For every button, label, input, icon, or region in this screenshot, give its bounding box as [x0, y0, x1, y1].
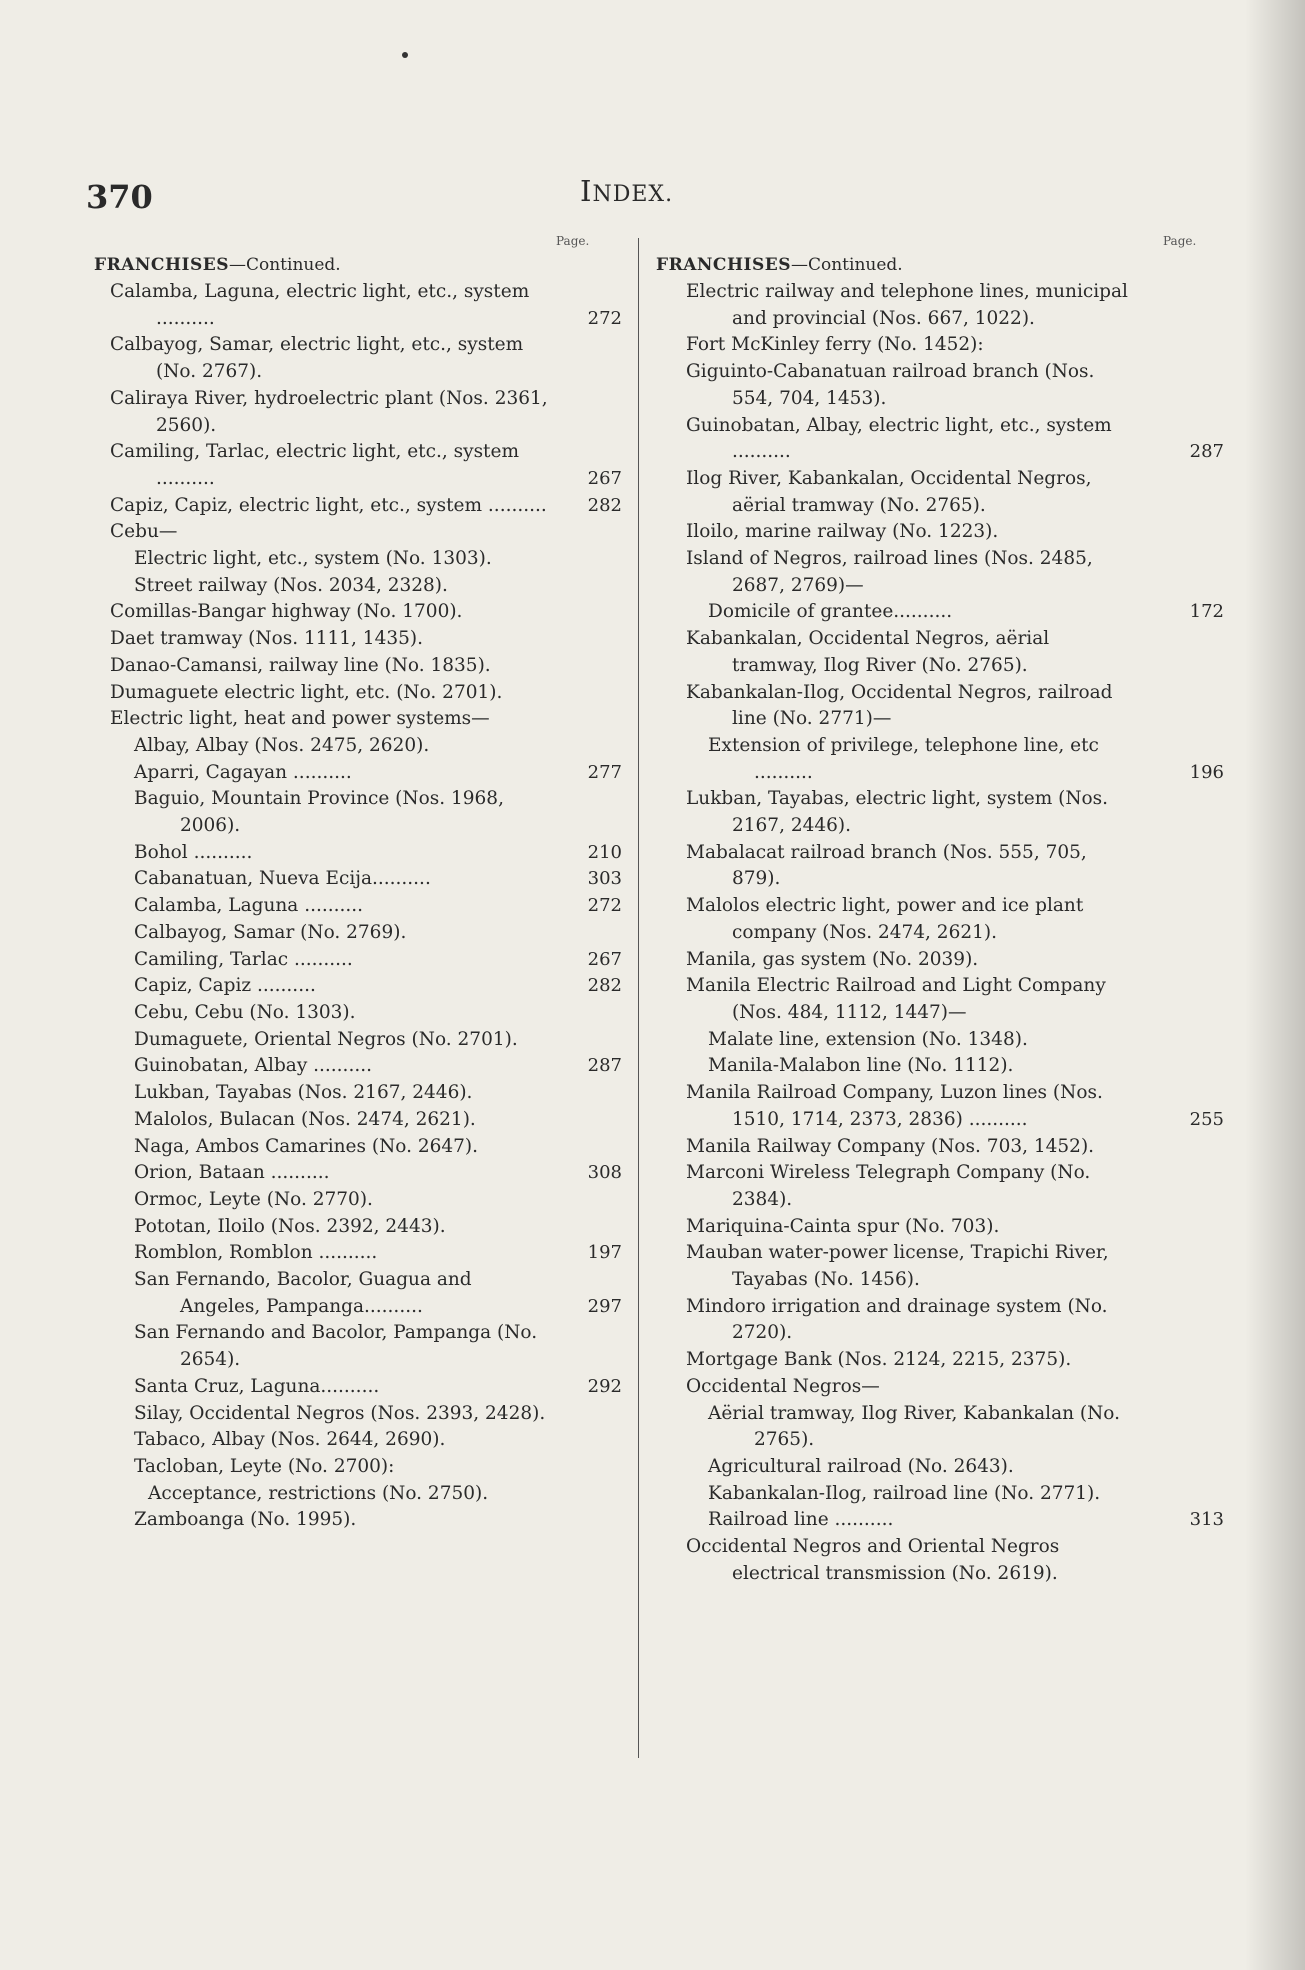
entry-text: Calamba, Laguna, electric light, etc., system .......... [110, 281, 530, 329]
entry-page-number: 313 [1189, 1509, 1224, 1531]
entry-text: Romblon, Romblon .......... [134, 1242, 378, 1264]
index-entry [656, 1214, 1224, 1241]
index-entry [94, 546, 622, 573]
index-entry [94, 519, 622, 546]
index-entry [94, 1107, 622, 1134]
index-entry [94, 439, 622, 492]
index-entry [656, 1481, 1224, 1508]
entry-text: Danao-Camansi, railway line (No. 1835). [110, 654, 491, 676]
entry-text: Daet tramway (Nos. 1111, 1435). [110, 628, 423, 650]
entry-text: Iloilo, marine railway (No. 1223). [686, 521, 999, 543]
index-entry [656, 1160, 1224, 1213]
index-entry [94, 386, 622, 439]
index-entry [656, 599, 1224, 626]
entry-page-number: 287 [1189, 441, 1224, 463]
entry-page-number: 210 [587, 841, 622, 863]
entry-text: Malolos electric light, power and ice plant company (Nos. 2474, 2621). [686, 895, 1084, 943]
index-entry [656, 1454, 1224, 1481]
entry-text: Giguinto-Cabanatuan railroad branch (Nos. 554, 704, 1453). [686, 361, 1095, 409]
entry-text: Kabankalan-Ilog, Occidental Negros, railroad line (No. 2771)— [686, 681, 1113, 730]
column-divider [638, 238, 639, 1758]
entry-page-number: 287 [587, 1055, 622, 1077]
entry-text: Manila Railway Company (Nos. 703, 1452). [686, 1135, 1095, 1157]
index-entry [656, 840, 1224, 893]
entry-text: Aërial tramway, Ilog River, Kabankalan (No. 2765). [708, 1402, 1120, 1451]
heading-continued: —Continued. [228, 255, 341, 275]
entry-text: Camiling, Tarlac .......... [134, 948, 353, 970]
entry-text: Occidental Negros— [686, 1375, 880, 1397]
index-entry [94, 947, 622, 974]
entry-text: Street railway (Nos. 2034, 2328). [134, 574, 448, 596]
entry-text: Orion, Bataan .......... [134, 1162, 330, 1184]
binding-shadow [1245, 0, 1305, 1970]
index-entry [656, 1374, 1224, 1401]
entry-page-number: 277 [587, 761, 622, 783]
entry-text: Cebu— [110, 521, 178, 543]
index-entry [94, 1240, 622, 1267]
entry-text: Silay, Occidental Negros (Nos. 2393, 2428). [134, 1402, 546, 1424]
entry-text: Aparri, Cagayan .......... [134, 761, 352, 783]
index-entry [656, 546, 1224, 599]
entry-text: Malolos, Bulacan (Nos. 2474, 2621). [134, 1108, 476, 1130]
index-entry [656, 626, 1224, 679]
index-entry [94, 733, 622, 760]
entry-page-number: 297 [587, 1295, 622, 1317]
entry-text: Albay, Albay (Nos. 2475, 2620). [134, 734, 430, 756]
running-head-rest: NDEX. [592, 182, 674, 207]
index-entry [94, 1481, 622, 1508]
index-entry [94, 1454, 622, 1481]
entry-text: Manila Electric Railroad and Light Company (Nos. 484, 1112, 1447)— [686, 975, 1106, 1023]
entry-text: Kabankalan-Ilog, railroad line (No. 2771). [708, 1482, 1101, 1504]
entry-text: Guinobatan, Albay, electric light, etc., system .......... [686, 414, 1112, 463]
entry-text: Domicile of grantee.......... [708, 601, 953, 623]
index-entry [94, 1214, 622, 1241]
index-entry [94, 1427, 622, 1454]
entry-text: Electric railway and telephone lines, municipal and provincial (Nos. 667, 1022). [686, 281, 1128, 329]
entry-text: Extension of privilege, telephone line, etc .......... [708, 734, 1099, 783]
entry-text: Dumaguete electric light, etc. (No. 2701). [110, 681, 503, 703]
page-col-header-right: Page. [1163, 234, 1197, 248]
entry-text: Manila Railroad Company, Luzon lines (Nos. 1510, 1714, 2373, 2836) .......... [686, 1082, 1103, 1130]
index-entry [656, 1240, 1224, 1293]
heading-main: FRANCHISES [94, 255, 229, 275]
index-entry [656, 413, 1224, 466]
index-entry [656, 466, 1224, 519]
index-entry [656, 1347, 1224, 1374]
entry-page-number: 267 [587, 467, 622, 489]
entry-text: Capiz, Capiz .......... [134, 975, 316, 997]
index-entry [94, 680, 622, 707]
entry-text: Pototan, Iloilo (Nos. 2392, 2443). [134, 1215, 446, 1237]
index-entry [94, 1374, 622, 1401]
index-entry [656, 1134, 1224, 1161]
index-entry [94, 599, 622, 626]
index-entry [94, 893, 622, 920]
index-entry [656, 332, 1224, 359]
index-entry [656, 733, 1224, 786]
index-entry [94, 840, 622, 867]
entry-text: Dumaguete, Oriental Negros (No. 2701). [134, 1028, 518, 1050]
page-col-header-left: Page. [556, 234, 590, 248]
entry-text: Acceptance, restrictions (No. 2750). [148, 1482, 489, 1504]
entry-text: Calbayog, Samar, electric light, etc., system (No. 2767). [110, 334, 524, 383]
entry-text: Marconi Wireless Telegraph Company (No. 2384). [686, 1162, 1091, 1210]
entry-text: Santa Cruz, Laguna.......... [134, 1375, 380, 1397]
entry-page-number: 272 [587, 307, 622, 329]
entry-text: Capiz, Capiz, electric light, etc., system .......... [110, 494, 547, 516]
index-entry [94, 1187, 622, 1214]
index-entry [94, 1053, 622, 1080]
index-entry [94, 332, 622, 385]
entry-text: Baguio, Mountain Province (Nos. 1968, 2006). [134, 788, 504, 837]
entry-page-number: 196 [1189, 761, 1224, 783]
entry-text: Agricultural railroad (No. 2643). [708, 1455, 1014, 1477]
entry-text: Occidental Negros and Oriental Negros electrical transmission (No. 2619). [686, 1536, 1060, 1584]
entry-text: Mauban water-power license, Trapichi River, Tayabas (No. 1456). [686, 1242, 1109, 1291]
index-entry [94, 626, 622, 653]
index-entry [94, 1160, 622, 1187]
index-entry [94, 1401, 622, 1428]
entry-text: Malate line, extension (No. 1348). [708, 1028, 1028, 1050]
index-entry [94, 1267, 622, 1320]
entry-page-number: 292 [587, 1375, 622, 1397]
entry-text: Calbayog, Samar (No. 2769). [134, 921, 407, 943]
entry-text: Mortgage Bank (Nos. 2124, 2215, 2375). [686, 1349, 1072, 1371]
heading-continued: —Continued. [790, 255, 903, 275]
entry-text: Mabalacat railroad branch (Nos. 555, 705, 879). [686, 841, 1087, 890]
entry-text: Caliraya River, hydroelectric plant (Nos. 2361, 2560). [110, 387, 548, 436]
index-entry [656, 973, 1224, 1026]
entry-page-number: 172 [1189, 601, 1224, 623]
index-entry [656, 1294, 1224, 1347]
index-entry [656, 893, 1224, 946]
index-entry [94, 1134, 622, 1161]
entry-text: Naga, Ambos Camarines (No. 2647). [134, 1135, 479, 1157]
entry-text: San Fernando, Bacolor, Guagua and Angeles, Pampanga.......... [134, 1269, 472, 1317]
index-entry [94, 279, 622, 332]
entry-text: Bohol .......... [134, 841, 253, 863]
index-entry [94, 1000, 622, 1027]
entry-text: Comillas-Bangar highway (No. 1700). [110, 601, 463, 623]
entry-page-number: 267 [587, 948, 622, 970]
index-entry [94, 973, 622, 1000]
entry-page-number: 255 [1189, 1108, 1224, 1130]
index-entry [94, 866, 622, 893]
index-entry [94, 573, 622, 600]
entry-text: Guinobatan, Albay .......... [134, 1055, 372, 1077]
entry-text: Island of Negros, railroad lines (Nos. 2485, 2687, 2769)— [686, 548, 1093, 596]
entry-text: Lukban, Tayabas, electric light, system (Nos. 2167, 2446). [686, 788, 1109, 837]
entry-text: Mindoro irrigation and drainage system (No. 2720). [686, 1295, 1108, 1344]
entry-text: Electric light, etc., system (No. 1303). [134, 548, 492, 570]
entry-text: Ilog River, Kabankalan, Occidental Negros, aërial tramway (No. 2765). [686, 467, 1092, 516]
entry-text: Ormoc, Leyte (No. 2770). [134, 1188, 373, 1210]
entry-text: Tabaco, Albay (Nos. 2644, 2690). [134, 1429, 446, 1451]
index-entry [94, 1320, 622, 1373]
entry-text: Camiling, Tarlac, electric light, etc., system .......... [110, 441, 519, 489]
entry-page-number: 282 [587, 494, 622, 516]
entry-text: Manila, gas system (No. 2039). [686, 948, 979, 970]
index-entry [656, 1507, 1224, 1534]
index-entry [94, 1027, 622, 1054]
entry-text: Manila-Malabon line (No. 1112). [708, 1055, 1014, 1077]
entry-text: Electric light, heat and power systems— [110, 708, 490, 730]
entry-page-number: 282 [587, 975, 622, 997]
index-entry [656, 1401, 1224, 1454]
index-entry [656, 1080, 1224, 1133]
index-entry [94, 653, 622, 680]
running-head-initial: I [580, 174, 593, 208]
right-column [656, 252, 1224, 1587]
entry-page-number: 303 [587, 868, 622, 890]
index-entry [656, 1053, 1224, 1080]
entry-text: Railroad line .......... [708, 1509, 894, 1531]
index-entry [94, 786, 622, 839]
running-head [580, 174, 673, 208]
entry-text: Calamba, Laguna .......... [134, 895, 364, 917]
entry-text: Fort McKinley ferry (No. 1452): [686, 334, 984, 356]
entry-text: Mariquina-Cainta spur (No. 703). [686, 1215, 1000, 1237]
heading-main: FRANCHISES [656, 255, 791, 275]
index-entry [656, 359, 1224, 412]
index-entry [94, 706, 622, 733]
index-entry [656, 786, 1224, 839]
page-number: 370 [86, 178, 153, 216]
entry-page-number: 272 [587, 895, 622, 917]
index-entry [656, 680, 1224, 733]
index-entry [94, 1080, 622, 1107]
index-entry [656, 279, 1224, 332]
entry-text: Tacloban, Leyte (No. 2700): [134, 1455, 395, 1477]
entry-text: Kabankalan, Occidental Negros, aërial tramway, Ilog River (No. 2765). [686, 628, 1050, 676]
entry-text: Cebu, Cebu (No. 1303). [134, 1001, 356, 1023]
left-column [94, 252, 622, 1534]
index-entry [94, 760, 622, 787]
index-entry [94, 493, 622, 520]
section-heading-left [94, 252, 622, 279]
index-entry [656, 947, 1224, 974]
entry-text: Lukban, Tayabas (Nos. 2167, 2446). [134, 1082, 473, 1104]
entry-page-number: 308 [587, 1162, 622, 1184]
index-entry [656, 1534, 1224, 1587]
index-entry [656, 519, 1224, 546]
entry-page-number: 197 [587, 1242, 622, 1264]
entry-text: San Fernando and Bacolor, Pampanga (No. 2654). [134, 1322, 538, 1371]
index-entry [94, 1507, 622, 1534]
index-entry [656, 1027, 1224, 1054]
ink-speck [402, 52, 408, 58]
index-entry [94, 920, 622, 947]
entry-text: Zamboanga (No. 1995). [134, 1509, 357, 1531]
section-heading-right [656, 252, 1224, 279]
entry-text: Cabanatuan, Nueva Ecija.......... [134, 868, 431, 890]
